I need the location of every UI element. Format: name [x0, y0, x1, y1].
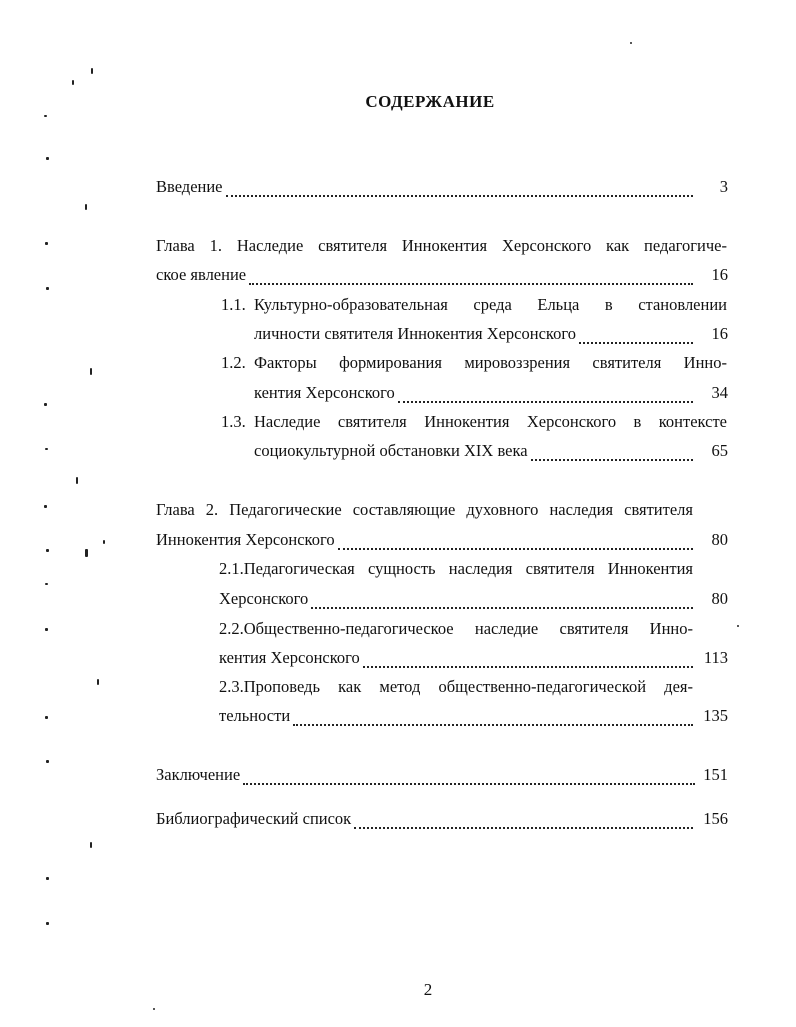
scan-speck — [153, 1008, 155, 1010]
section-2-2-line1[interactable]: 2.2.Общественно-педагогическое наследие святителя Инно- — [219, 619, 693, 638]
dot-leader — [293, 710, 693, 726]
toc-entry-text: кентия Херсонского — [254, 383, 395, 402]
toc-entry-chapter2[interactable] — [156, 530, 696, 550]
dot-leader — [243, 769, 695, 785]
section-1-3-line1[interactable]: Наследие святителя Иннокентия Херсонского в контексте — [254, 412, 727, 431]
scan-speck — [85, 204, 87, 210]
toc-entry-text: личности святителя Иннокентия Херсонского — [254, 324, 576, 343]
section-number: 1.1. — [221, 295, 246, 314]
scan-speck — [46, 922, 49, 925]
scan-speck — [90, 842, 92, 848]
toc-entry-text: Херсонского — [219, 589, 309, 608]
scan-speck — [44, 403, 47, 406]
toc-entry-section-1-1[interactable] — [254, 324, 696, 344]
toc-entry-intro[interactable] — [156, 177, 696, 197]
scan-speck — [90, 368, 92, 375]
toc-page-number: 156 — [703, 809, 728, 828]
scan-speck — [76, 477, 78, 484]
toc-entry-section-2-1[interactable] — [219, 589, 696, 609]
dot-leader — [338, 534, 693, 550]
toc-entry-text: Иннокентия Херсонского — [156, 530, 335, 549]
toc-page-number: 34 — [711, 383, 728, 402]
toc-entry-text: Введение — [156, 177, 223, 196]
scan-speck — [85, 549, 88, 557]
toc-page-number: 135 — [703, 706, 728, 725]
toc-page-number: 80 — [711, 530, 728, 549]
toc-entry-text: тельности — [219, 706, 291, 725]
toc-page-number: 3 — [719, 177, 728, 196]
dot-leader — [579, 328, 693, 344]
scan-speck — [630, 42, 632, 44]
dot-leader — [531, 445, 693, 461]
dot-leader — [354, 813, 693, 829]
scan-speck — [45, 583, 48, 585]
toc-page-number: 151 — [703, 765, 728, 784]
toc-entry-section-2-2[interactable] — [219, 648, 696, 668]
scan-speck — [91, 68, 93, 74]
scan-speck — [44, 115, 47, 117]
page-title: СОДЕРЖАНИЕ — [365, 92, 495, 111]
scan-speck — [46, 287, 49, 290]
scan-speck — [45, 628, 48, 631]
scan-speck — [103, 540, 105, 544]
toc-page-number: 16 — [711, 324, 728, 343]
dot-leader — [398, 387, 693, 403]
toc-entry-text: Библиографический список — [156, 809, 352, 828]
toc-entry-text: Заключение — [156, 765, 241, 784]
section-number: 1.2. — [221, 353, 246, 372]
chapter2-heading-line1[interactable]: Глава 2. Педагогические составляющие духовного наследия святителя — [156, 500, 693, 519]
toc-entry-chapter1[interactable] — [156, 265, 696, 285]
dot-leader — [249, 269, 693, 285]
scan-speck — [46, 760, 49, 763]
scan-speck — [45, 242, 48, 245]
toc-page-number: 113 — [703, 648, 728, 667]
page-number: 2 — [423, 980, 433, 999]
scan-speck — [45, 716, 48, 719]
toc-page-number: 65 — [711, 441, 728, 460]
section-1-2-line1[interactable]: Факторы формирования мировоззрения святителя Инно- — [254, 353, 727, 372]
section-2-1-line1[interactable]: 2.1.Педагогическая сущность наследия святителя Иннокентия — [219, 559, 693, 578]
dot-leader — [311, 593, 693, 609]
chapter1-heading-line1[interactable]: Глава 1. Наследие святителя Иннокентия Херсонского как педагогиче- — [156, 236, 727, 255]
toc-entry-section-1-3[interactable] — [254, 441, 696, 461]
section-1-1-line1[interactable]: Культурно-образовательная среда Ельца в становлении — [254, 295, 727, 314]
toc-page-number: 16 — [711, 265, 728, 284]
scan-speck — [44, 505, 47, 508]
section-2-3-line1[interactable]: 2.3.Проповедь как метод общественно-педагогической дея- — [219, 677, 693, 696]
toc-entry-text: кентия Херсонского — [219, 648, 360, 667]
toc-entry-conclusion[interactable] — [156, 765, 698, 785]
scan-speck — [72, 80, 74, 85]
toc-page-number: 80 — [711, 589, 728, 608]
toc-entry-text: социокультурной обстановки XIX века — [254, 441, 528, 460]
section-number: 1.3. — [221, 412, 246, 431]
dot-leader — [226, 181, 693, 197]
toc-entry-bibliography[interactable] — [156, 809, 696, 829]
toc-entry-section-1-2[interactable] — [254, 383, 696, 403]
dot-leader — [363, 652, 693, 668]
toc-entry-text: ское явление — [156, 265, 247, 284]
scan-speck — [45, 448, 48, 450]
scan-speck — [46, 877, 49, 880]
scan-speck — [97, 679, 99, 685]
toc-entry-section-2-3[interactable] — [219, 706, 696, 726]
scan-speck — [46, 157, 49, 160]
scan-speck — [46, 549, 49, 552]
scan-speck — [737, 625, 739, 627]
